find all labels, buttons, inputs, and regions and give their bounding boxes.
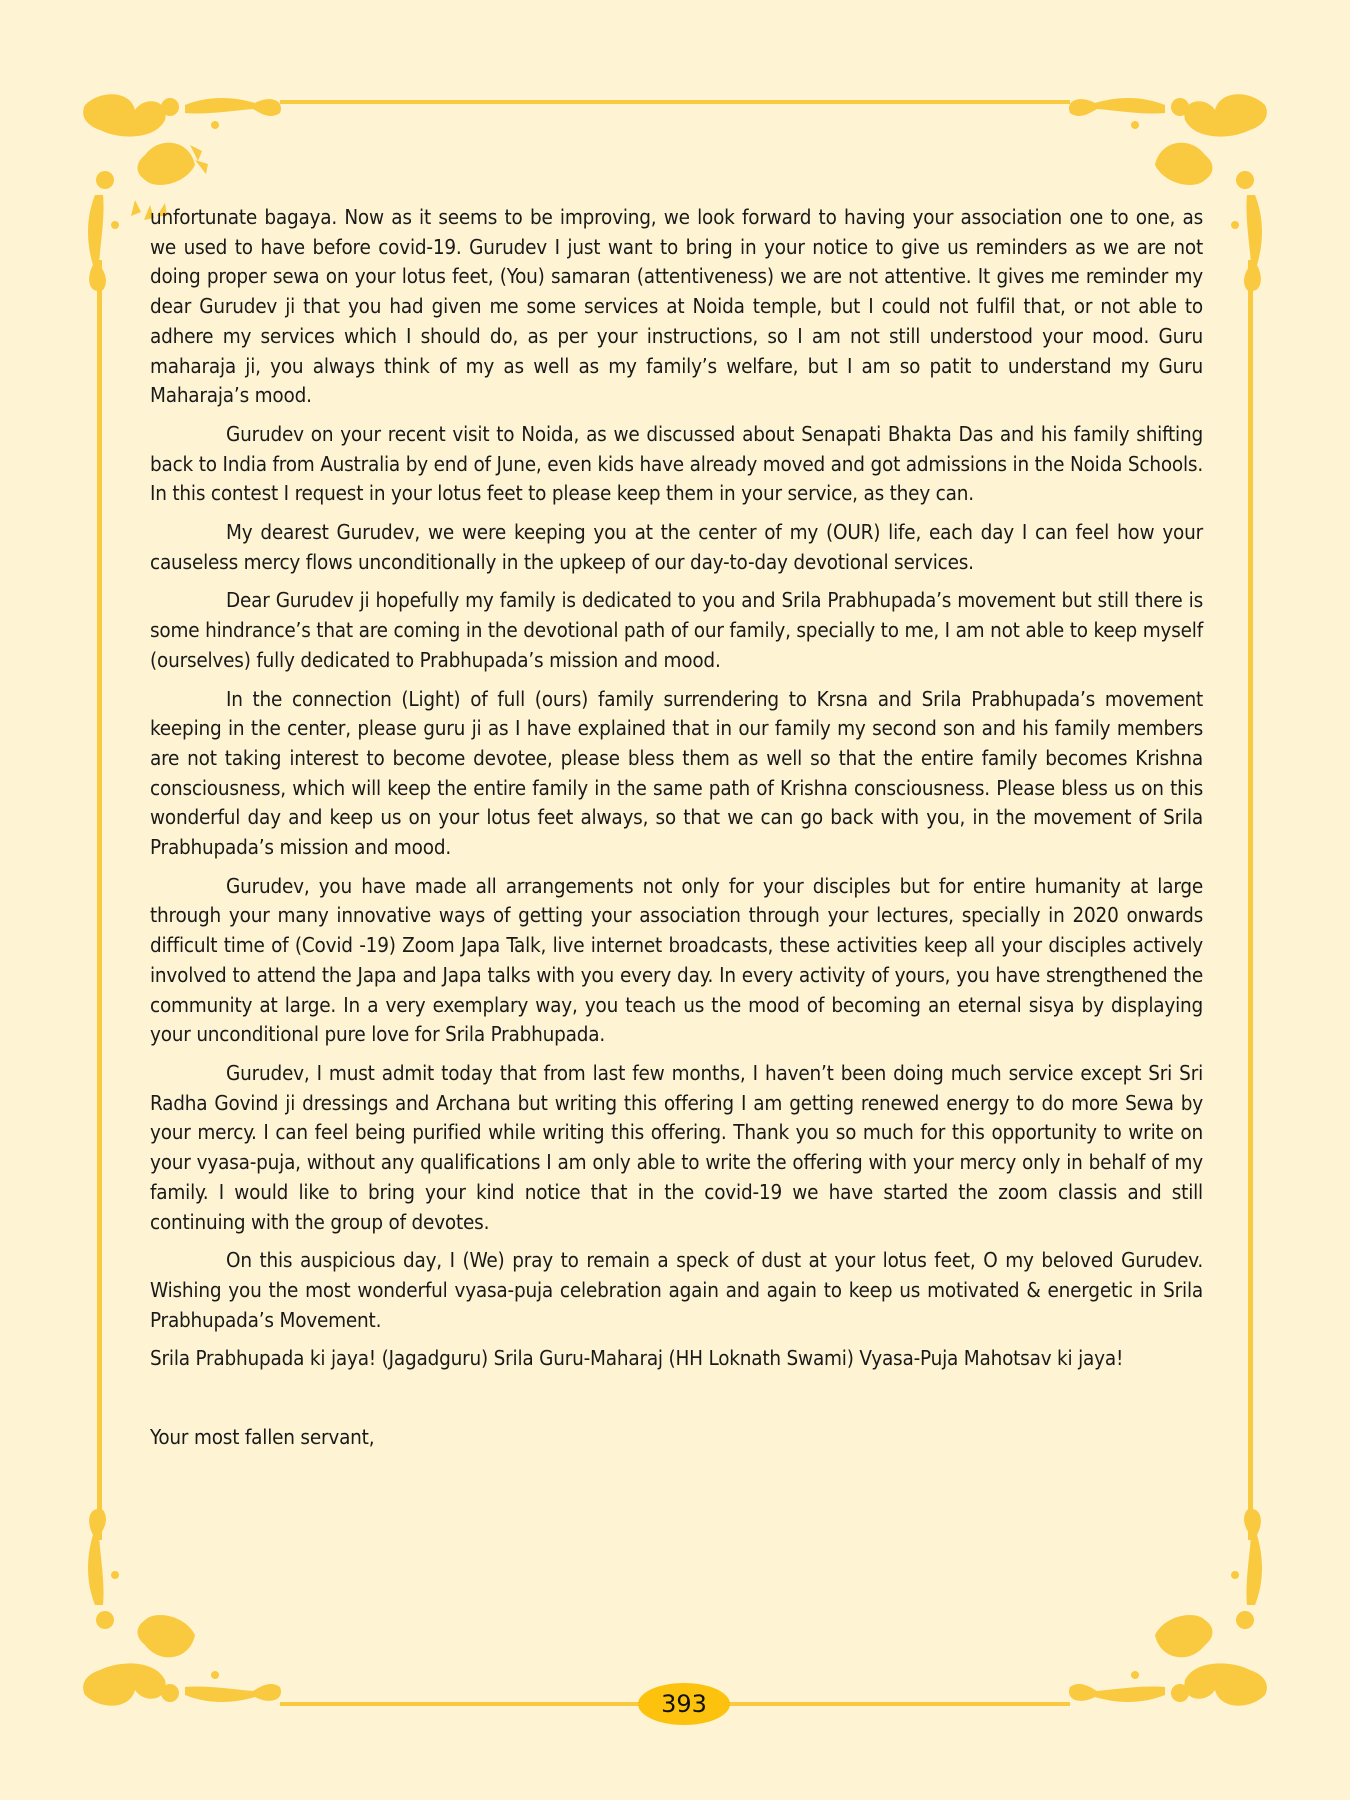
floral-corner-ornament-icon [75,1495,295,1715]
paragraph: In the connection (Light) of full (ours) family surrendering to Krsna and Srila Prabhupada’s movement keeping in the center, please guru ji as I have explained that in our family my second son and his family members are not taking interest to become devotee, please bless them as well so that the entire family becomes Krishna consciousness, which will keep the entire family in the same path of Krishna consciousness. Please bless us on this wonderful day and keep us on your lotus feet always, so that we can go back with you, in the movement of Srila Prabhupada’s mission and mood. [150,686,1203,860]
letter-body [150,203,1203,1462]
paragraph: unfortunate bagaya. Now as it seems to be improving, we look forward to having your association one to one, as we used to have before covid-19. Gurudev I just want to bring in your notice to give us reminders as we are not doing proper sewa on your lotus feet, (You) samaran (attentiveness) we are not attentive. It gives me reminder my dear Gurudev ji that you had given me some services at Noida temple, but I could not fulfil that, or not able to adhere my services which I should do, as per your instructions, so I am not still understood your mood. Guru maharaja ji, you always think of my as well as my family’s welfare, but I am so patit to understand my Guru Maharaja’s mood. [150,205,1203,408]
paragraph: My dearest Gurudev, we were keeping you at the center of my (OUR) life, each day I can feel how your causeless mercy flows unconditionally in the upkeep of our day-to-day devotional services. [150,520,1203,574]
paragraph: Srila Prabhupada ki jaya! (Jagadguru) Srila Guru-Maharaj (HH Loknath Swami) Vyasa-Puja Mahotsav ki jaya! [150,1346,1124,1371]
paragraph: Gurudev on your recent visit to Noida, as we discussed about Senapati Bhakta Das and his family shifting back to India from Australia by end of June, even kids have already moved and got admissions in the Noida Schools. In this contest I request in your lotus feet to please keep them in your service, as they can. [150,421,1203,506]
border-line-top [280,100,1070,104]
paragraph: Gurudev, you have made all arrangements not only for your disciples but for entire humanity at large through your many innovative ways of getting your association through your lectures, specially in 2020 onwards difficult time of (Covid -19) Zoom Japa Talk, live internet broadcasts, these activities keep all your disciples actively involved to attend the Japa and Japa talks with you every day. In every activity of yours, you have strengthened the community at large. In a very exemplary way, you teach us the mood of becoming an eternal sisya by displaying your unconditional pure love for Srila Prabhupada. [150,873,1203,1047]
border-line-right [1248,260,1253,1540]
paragraph: Dear Gurudev ji hopefully my family is dedicated to you and Srila Prabhupada’s movement but still there is some hindrance’s that are coming in the devotional path of our family, specially to me, I am not able to keep myself (ourselves) fully dedicated to Prabhupada’s mission and mood. [150,588,1203,672]
page-number [638,1683,730,1725]
signoff: Your most fallen servant, [150,1425,375,1450]
page-number-text: 393 [661,1690,707,1718]
border-line-left [97,260,102,1540]
paragraph: On this auspicious day, I (We) pray to remain a speck of dust at your lotus feet, O my beloved Gurudev. Wishing you the most wonderful vyasa-puja celebration again and again to keep us motivated & energetic in Srila Prabhupada’s Movement. [150,1248,1203,1332]
floral-corner-ornament-icon [1055,1495,1275,1715]
paragraph: Gurudev, I must admit today that from last few months, I haven’t been doing much service except Sri Sri Radha Govind ji dressings and Archana but writing this offering I am getting renewed energy to do more Sewa by your mercy. I can feel being purified while writing this offering. Thank you so much for this opportunity to write on your vyasa-puja, without any qualifications I am only able to write the offering with your mercy only in behalf of my family. I would like to bring your kind notice that in the covid-19 we have started the zoom classis and still continuing with the group of devotes. [150,1060,1203,1234]
